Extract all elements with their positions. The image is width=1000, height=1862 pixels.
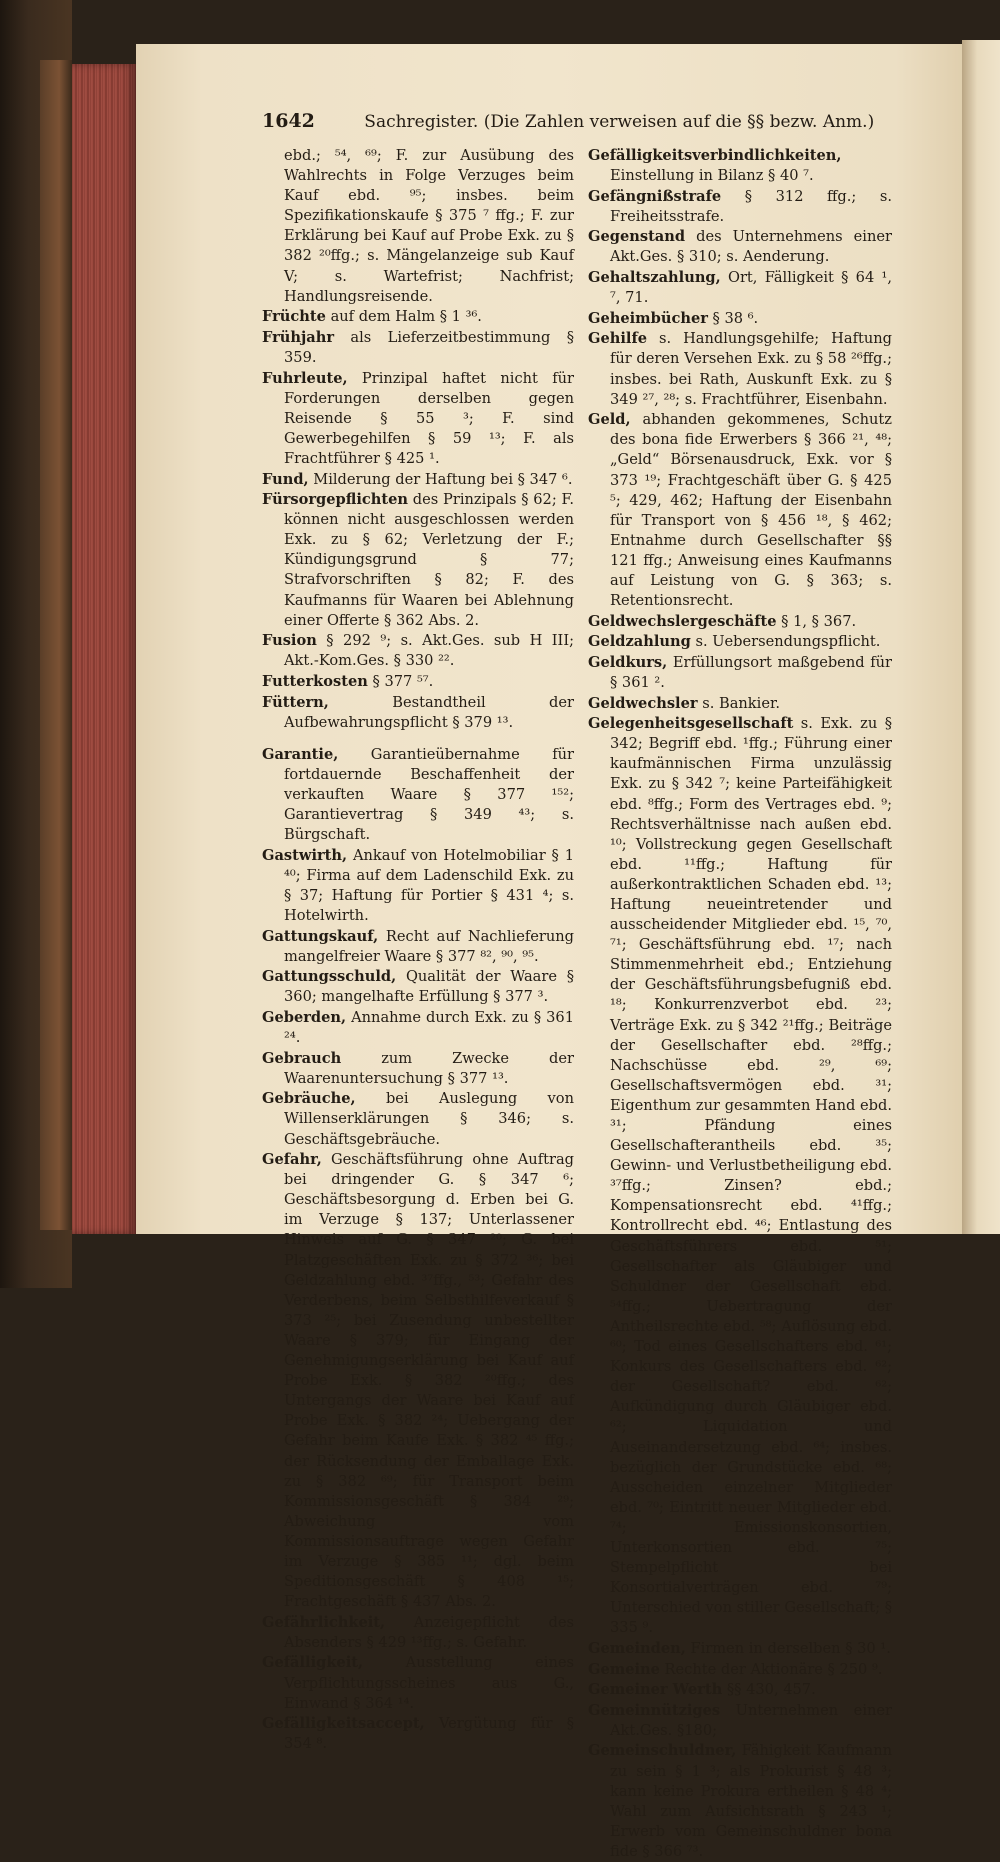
running-title: Sachregister. (Die Zahlen verweisen auf die §§ bezw. Anm.) <box>364 112 875 132</box>
index-headword: Gefälligkeitsverbindlichkeiten, <box>588 147 842 164</box>
index-entry <box>262 1089 574 1149</box>
page-number: 1642 <box>262 110 315 132</box>
index-entry <box>262 1049 574 1089</box>
index-text: s. Bankier. <box>697 694 780 712</box>
right-column <box>588 146 892 1862</box>
index-entry <box>262 693 574 733</box>
index-entry <box>588 268 892 308</box>
index-headword: Gebräuche, <box>262 1090 356 1108</box>
index-text: ebd.; ⁵⁴, ⁶⁹; F. zur Ausübung des Wahlrechts in Folge Verzuges beim Kauf ebd. ⁹⁵; insbes. beim Spezifikationskaufe § 375 ⁷ ffg.; F. zur Erklärung bei Kauf auf Probe Exk. zu § 382 ²⁰ffg.; s. Mängelanzeige sub Kauf V; s. Wartefrist; Nachfrist; Handlungsreisende. <box>284 147 574 305</box>
index-headword: Gelegenheitsgesellschaft <box>588 715 794 733</box>
index-headword: Gefälligkeit, <box>262 1654 364 1672</box>
index-text: s. Exk. zu § 342; Begriff ebd. ¹ffg.; Führung einer kaufmännischen Firma unzulässig Exk. zu § 342 ⁷; keine Parteifähigkeit ebd. ⁸ffg.; Form des Vertrages ebd. ⁹; Rechtsverhältnisse nach außen ebd. ¹⁰; Vollstreckung gegen Gesellschaft ebd. ¹¹ffg.; Haftung für außerkontraktlichen Schaden ebd. ¹³; Haftung neueintretender und ausscheidender Mitglieder ebd. ¹⁵, ⁷⁰, ⁷¹; Geschäftsführung ebd. ¹⁷; nach Stimmenmehrheit ebd.; Entziehung der Geschäftsführungsbefugniß ebd. ¹⁸; Konkurrenzverbot ebd. ²³; Verträge Exk. zu § 342 ²¹ffg.; Beiträge der Gesellschafter ebd. ²⁸ffg.; Nachschüsse ebd. ²⁹, ⁶⁹; Gesellschaftsvermögen ebd. ³¹; Eigenthum zur gesammten Hand ebd. ³¹; Pfändung eines Gesellschafterantheils ebd. ³⁵; Gewinn- und Verlustbetheiligung ebd. ³⁷ffg.; Zinsen? ebd.; Kompensationsrecht ebd. ⁴¹ffg.; Kontrollrecht ebd. ⁴⁶; Entlastung des Geschäftsführers ebd. ⁵¹; Gesellschafter als Gläubiger und Schuldner der Gesellschaft ebd. ⁵⁴ffg.; Uebertragung der Antheilsrechte ebd. ⁵⁸; Auflösung ebd. ⁶⁰; Tod eines Gesellschafters ebd. ⁶¹; Konkurs des Gesellschafters ebd. ⁶²; der Gesellschaft? ebd. ⁶²; Aufkündigung durch Gläubiger ebd. ⁶²; Liquidation und Auseinandersetzung ebd. ⁶⁴; insbes. bezüglich der Grundstücke ebd. ⁶⁸; Ausscheiden einzelner Mitglieder ebd. ⁷⁰; Eintritt neuer Mitglieder ebd. ⁷⁴; Emissionskonsortien, Unterkonsortien ebd. ⁷⁵; Stempelpflicht bei Konsortialverträgen ebd. ⁷⁹; Unterschied von stiller Gesellschaft; § 335 ⁹. <box>610 715 892 1637</box>
index-entry <box>588 1680 892 1700</box>
index-text: s. Uebersendungspflicht. <box>690 633 881 651</box>
index-entry <box>262 1653 574 1713</box>
index-text: Bestandtheil der Aufbewahrungspflicht § 379 ¹³. <box>284 693 574 731</box>
index-text: § 312 ffg.; s. Freiheitsstrafe. <box>610 187 892 225</box>
index-headword: Früchte <box>262 308 326 326</box>
index-text: des Prinzipals § 62; F. können nicht ausgeschlossen werden Exk. zu § 62; Verletzung der F.; Kündigungsgrund § 77; Strafvorschriften § 82; F. des Kaufmanns für Waaren bei Ablehnung einer Offerte § 362 Abs. 2. <box>284 491 574 629</box>
index-headword: Gehilfe <box>588 330 648 348</box>
index-text: § 1, § 367. <box>776 612 857 630</box>
index-text: Firmen in derselben § 30 ¹. <box>685 1639 891 1657</box>
index-entry <box>262 846 574 926</box>
index-headword: Gattungsschuld, <box>262 968 397 986</box>
index-entry <box>262 672 574 692</box>
index-headword: Frühjahr <box>262 328 335 346</box>
index-text: bei Auslegung von Willenserklärungen § 346; s. Geschäftsgebräuche. <box>284 1090 574 1148</box>
index-text: Fähigkeit Kaufmann zu sein § 1 ³; als Prokurist § 48 ³; kann keine Prokura ertheilen § 48 ⁴; Wahl zum Aufsichtsrath § 243 ¹; Erwerb vom Gemeinschuldner bona fide § 366 ⁷³. <box>610 1742 892 1860</box>
index-entry <box>588 410 892 611</box>
index-headword: Gehaltszahlung, <box>588 269 721 287</box>
index-headword: Garantie, <box>262 745 339 763</box>
index-text: Ausstellung eines Verpflichtungsscheines aus G., Einwand § 364 ¹⁴. <box>284 1654 574 1712</box>
index-entry <box>588 146 892 186</box>
index-text: Einstellung in Bilanz § 40 ⁷. <box>610 167 814 185</box>
index-text: Geschäftsführung ohne Auftrag bei dringender G. § 347 ⁶; Geschäftsbesorgung d. Erben bei G. im Verzuge § 137; Unterlassener Hinweis auf G. § 347 ²⁰; G. bei Platzgeschäften Exk. zu § 372 ³⁶; bei Geldzahlung ebd. ³⁷ffg., ⁵³; Gefahr des Verderbens, beim Selbsthilfeverkauf § 373 ²⁵; bei Zusendung unbestellter Waare § 379; für Eingang der Genehmigungserklärung bei Kauf auf Probe Exk. § 382 ²⁰ffg.; des Untergangs der Waare bei Kauf auf Probe Exk. § 382 ²⁴; Uebergang der Gefahr beim Kaufe Exk. § 382 ⁴⁵ ffg.; der Rücksendung der Emballage Exk. zu § 382 ⁶⁹; für Transport beim Kommissionsgeschäft § 384 ²⁹; Abweichung vom Kommissionsauftrage wegen Gefahr im Verzuge § 385 ¹¹; dgl. beim Speditionsgeschäft § 408 ¹⁵; Frachtgeschäft § 437 Abs. 2. <box>284 1151 574 1611</box>
index-entry <box>588 1701 892 1741</box>
index-text: Unternehmen einer Akt.Ges. §180; <box>610 1701 892 1739</box>
index-text: des Unternehmens einer Akt.Ges. § 310; s. Aenderung. <box>610 228 892 266</box>
index-headword: Gemeinden, <box>588 1639 686 1657</box>
index-text: Anzeigepflicht des Absenders § 429 ¹³ffg.; s. Gefahr. <box>284 1613 574 1651</box>
index-entry <box>262 967 574 1007</box>
index-entry <box>588 309 892 329</box>
index-text: als Lieferzeitbestimmung § 359. <box>284 328 574 366</box>
index-headword: Gemeine <box>588 1660 660 1678</box>
facing-page-edge <box>962 40 1000 1240</box>
index-headword: Gefahr, <box>262 1151 322 1169</box>
index-entry <box>262 1150 574 1612</box>
index-text: Vergütung für § 354 ⁸. <box>284 1715 574 1753</box>
index-entry <box>588 612 892 632</box>
index-entry <box>588 653 892 693</box>
index-text: Ort, Fälligkeit § 64 ¹, ⁷, 71. <box>610 269 892 307</box>
index-text: zum Zwecke der Waarenuntersuchung § 377 ¹³. <box>284 1049 574 1087</box>
index-headword: Geheimbücher <box>588 309 708 327</box>
index-entry <box>262 307 574 327</box>
index-entry <box>588 1660 892 1680</box>
index-entry <box>262 745 574 845</box>
index-text: Qualität der Waare § 360; mangelhafte Erfüllung § 377 ³. <box>284 968 574 1006</box>
index-headword: Fund, <box>262 470 309 488</box>
index-headword: Gefälligkeitsaccept, <box>262 1715 425 1733</box>
index-text: § 377 ⁵⁷. <box>367 672 434 690</box>
index-headword: Gattungskauf, <box>262 927 379 945</box>
index-entry <box>262 1714 574 1754</box>
index-text: Rechte der Aktionäre § 250 ⁹. <box>659 1660 883 1678</box>
index-entry <box>262 1613 574 1653</box>
index-text: Recht auf Nachlieferung mangelfreier Waare § 377 ⁸², ⁹⁰, ⁹⁵. <box>284 927 574 965</box>
index-entry <box>262 631 574 671</box>
index-headword: Fürsorgepflichten <box>262 491 409 509</box>
index-entry <box>262 328 574 368</box>
index-entry <box>262 369 574 469</box>
index-headword: Fusion <box>262 632 317 650</box>
index-entry <box>262 470 574 490</box>
index-entry <box>588 1639 892 1659</box>
index-text: auf dem Halm § 1 ³⁶. <box>325 308 482 326</box>
index-headword: Geld, <box>588 411 631 429</box>
index-headword: Gefährlichkeit, <box>262 1613 386 1631</box>
index-entry <box>588 329 892 409</box>
index-entry <box>262 146 574 307</box>
index-entry <box>262 927 574 967</box>
index-text: §§ 430, 457. <box>722 1681 816 1699</box>
index-headword: Gastwirth, <box>262 846 348 864</box>
index-text: § 38 ⁶. <box>707 309 759 327</box>
index-entry <box>588 187 892 227</box>
index-headword: Geldwechsler <box>588 694 698 712</box>
index-text: s. Handlungsgehilfe; Haftung für deren Versehen Exk. zu § 58 ²⁶ffg.; insbes. bei Rath, Auskunft Exk. zu § 349 ²⁷, ²⁸; s. Frachtführer, Eisenbahn. <box>610 330 892 408</box>
index-text: Garantieübernahme für fortdauernde Beschaffenheit der verkauften Waare § 377 ¹⁵²; Garantievertrag § 349 ⁴³; s. Bürgschaft. <box>284 745 574 844</box>
index-text: Erfüllungsort maßgebend für § 361 ². <box>610 653 892 691</box>
index-headword: Geberden, <box>262 1008 347 1026</box>
index-entry <box>588 694 892 714</box>
index-text: Annahme durch Exk. zu § 361 ²⁴. <box>284 1008 574 1047</box>
index-entry <box>262 1008 574 1048</box>
index-headword: Futterkosten <box>262 672 368 690</box>
left-column <box>262 146 574 1755</box>
index-headword: Geldwechslergeschäfte <box>588 612 777 630</box>
index-headword: Gebrauch <box>262 1049 342 1067</box>
index-headword: Füttern, <box>262 693 329 711</box>
index-entry <box>262 490 574 631</box>
index-headword: Gefängnißstrafe <box>588 187 722 205</box>
index-headword: Gemeiner Werth <box>588 1681 723 1699</box>
index-text: § 292 ⁹; s. Akt.Ges. sub H III; Akt.-Kom.Ges. § 330 ²². <box>284 632 574 670</box>
index-text: Prinzipal haftet nicht für Forderungen derselben gegen Reisende § 55 ³; F. sind Gewerbegehilfen § 59 ¹³; F. als Frachtführer § 425 ¹. <box>284 369 574 467</box>
book-cover-edge <box>40 60 72 1230</box>
index-text: Ankauf von Hotelmobiliar § 1 ⁴⁰; Firma auf dem Ladenschild Exk. zu § 37; Haftung für Portier § 431 ⁴; s. Hotelwirth. <box>284 846 574 924</box>
index-headword: Geldkurs, <box>588 653 668 671</box>
red-page-edges <box>72 64 136 1234</box>
index-headword: Geldzahlung <box>588 633 691 651</box>
index-entry <box>588 227 892 267</box>
index-headword: Gemeinschuldner, <box>588 1742 737 1760</box>
page-header <box>262 110 952 140</box>
index-entry <box>588 1741 892 1862</box>
index-entry <box>588 714 892 1638</box>
index-headword: Fuhrleute, <box>262 369 348 387</box>
index-headword: Gegenstand <box>588 228 686 246</box>
index-entry <box>588 632 892 652</box>
index-headword: Gemeinnütziges <box>588 1701 721 1719</box>
index-text: Milderung der Haftung bei § 347 ⁶. <box>308 470 573 488</box>
index-text: abhanden gekommenes, Schutz des bona fide Erwerbers § 366 ²¹, ⁴⁸; „Geld“ Börsenausdruck, Exk. vor § 373 ¹⁹; Frachtgeschäft über G. § 425 ⁵; 429, 462; Haftung der Eisenbahn für Transport von § 456 ¹⁸, § 462; Entnahme durch Gesellschafter §§ 121 ffg.; Anweisung eines Kaufmanns auf Leistung von G. § 363; s. Retentionsrecht. <box>610 411 892 610</box>
